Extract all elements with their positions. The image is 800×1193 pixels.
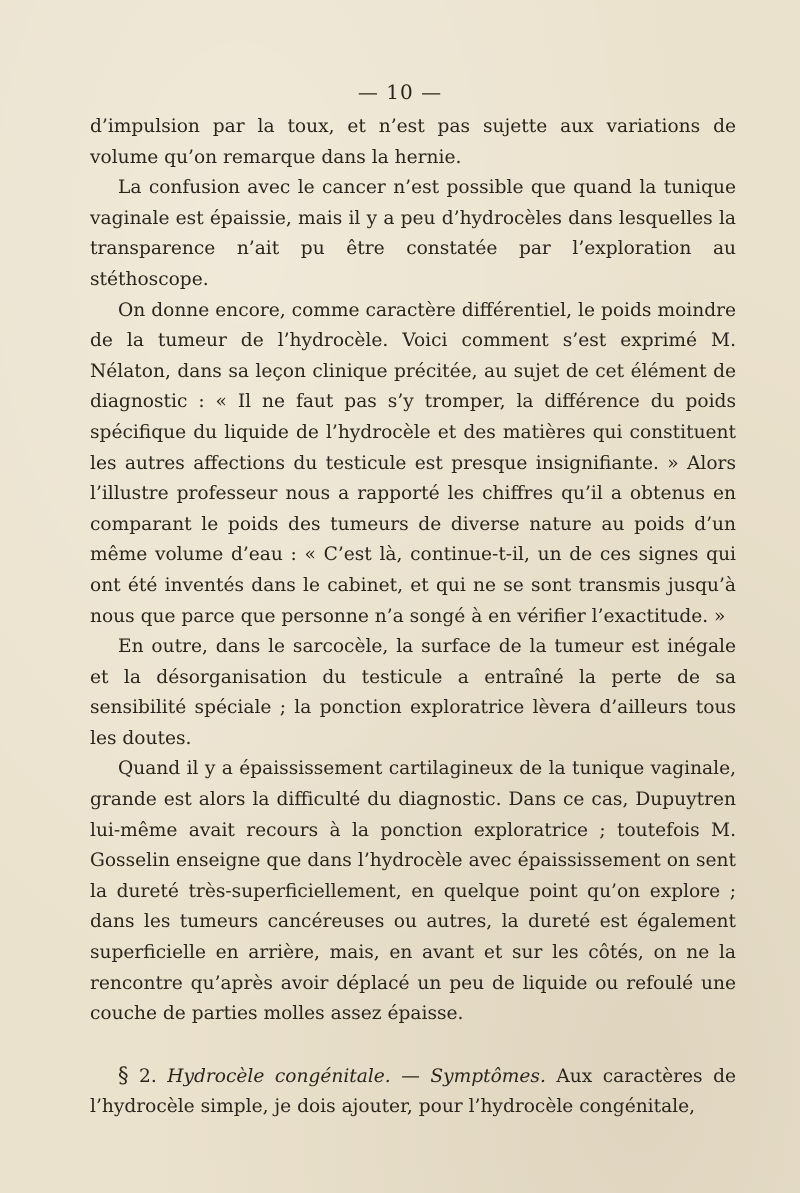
paragraph-weight-criterion: On donne encore, comme caractère différentiel, le poids moindre de la tumeur de l’hydrocèle. Voici comment s’est exprimé M. Nélaton, dans sa leçon clinique précitée, au sujet de cet élément de diagnostic : « Il ne faut pas s’y tromper, la différence du poids spécifique du liquide de l’hydrocèle et des matières qui constituent les autres affections du testicule est presque insignifiante. » Alors l’illustre professeur nous a rapporté les chiffres qu’il a obtenus en comparant le poids des tumeurs de diverse nature au poids d’un même volume d’eau : « C’est là, continue-t-il, un de ces signes qui ont été inventés dans le cabinet, et qui ne se sont transmis jusqu’à nous que parce que personne n’a songé à en vérifier l’exactitude. » (90, 299, 736, 627)
section-congenital-hydrocele (90, 1060, 736, 1123)
section-sign: § (118, 1062, 129, 1087)
body-text (90, 112, 736, 1123)
paragraph-cancer-confusion: La confusion avec le cancer n’est possible que quand la tunique vaginale est épaissie, mais il y a peu d’hydrocèles dans lesquelles la transparence n’ait pu être constatée par l’exploration au stéthoscope. (90, 177, 736, 290)
section-text: Aux caractères de l’hydrocèle simple, je dois ajouter, pour l’hydrocèle congénitale, (90, 1065, 736, 1118)
paragraph-cartilaginous-thickening: Quand il y a épaississement cartilagineux de la tunique vaginale, grande est alors la difficulté du diagnostic. Dans ce cas, Dupuytren lui-même avait recours à la ponction exploratrice ; toutefois M. Gosselin enseigne que dans l’hydrocèle avec épaississement on sent la dureté très-superficiellement, en quelque point qu’on explore ; dans les tumeurs cancéreuses ou autres, la dureté est également superficielle en arrière, mais, en avant et sur les côtés, on ne la rencontre qu’après avoir déplacé un peu de liquide ou refoulé une couche de parties molles assez épaisse. (90, 758, 736, 1025)
paragraph-sarcocele: En outre, dans le sarcocèle, la surface de la tumeur est inégale et la désorganisation du testicule a entraîné la perte de sa sensibilité spéciale ; la ponction exploratrice lèvera d’ailleurs tous les doutes. (90, 636, 736, 749)
section-subtitle: Symptômes. (430, 1065, 546, 1087)
page-number: — 10 — (357, 80, 443, 104)
section-number: 2. (139, 1065, 157, 1087)
section-dash: — (401, 1065, 420, 1087)
section-title: Hydrocèle congénitale. (167, 1065, 391, 1087)
paragraph-continuation: d’impulsion par la toux, et n’est pas sujette aux variations de volume qu’on remarque dans la hernie. (90, 116, 736, 168)
